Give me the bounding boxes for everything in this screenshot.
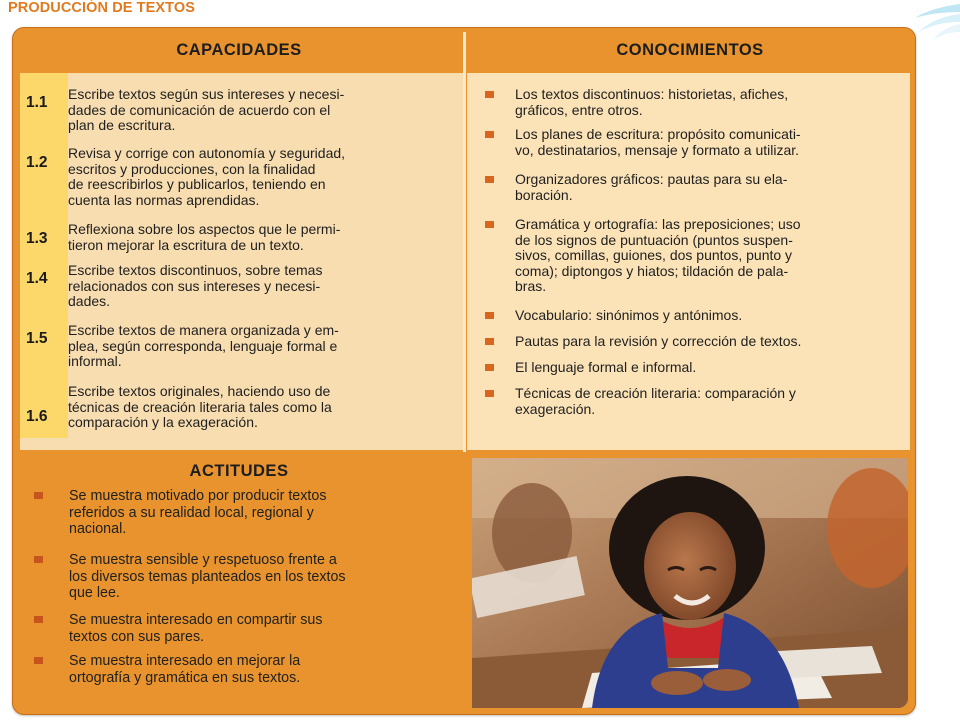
conocimiento-item: Pautas para la revisión y corrección de textos.	[485, 334, 905, 350]
actitud-item: Se muestra motivado por producir textos referidos a su realidad local, regional y nacional.	[34, 488, 444, 538]
actitud-item: Se muestra interesado en compartir sus textos con sus pares.	[34, 612, 444, 645]
capacidad-number: 1.5	[26, 330, 48, 347]
conocimiento-item: Gramática y ortografía: las preposiciones; uso de los signos de puntuación (puntos suspen- sivos, comillas, guiones, dos puntos, punto y coma); diptongos y hiatos; tildación de pala- bras.	[485, 217, 905, 295]
capacidades-strip-end	[20, 438, 68, 450]
capacidad-text: Revisa y corrige con autonomía y seguridad, escritos y producciones, con la finalidad de reescribirlos y publicarlos, teniendo en cuenta las normas aprendidas.	[68, 145, 346, 208]
capacidad-text: Escribe textos discontinuos, sobre temas relacionados con sus intereses y necesi- dades.	[68, 262, 323, 310]
capacidades-header: CAPACIDADES	[176, 40, 302, 59]
conocimiento-item: Organizadores gráficos: pautas para su ela- boración.	[485, 172, 905, 203]
actitud-item: Se muestra sensible y respetuoso frente a los diversos temas planteados en los textos que lee.	[34, 552, 444, 602]
capacidad-text: Reflexiona sobre los aspectos que le permi- tieron mejorar la escritura de un texto.	[68, 221, 341, 253]
actitud-item: Se muestra interesado en mejorar la ortografía y gramática en sus textos.	[34, 653, 444, 686]
capacidad-text: Escribe textos originales, haciendo uso de técnicas de creación literaria tales como la comparación y la exageración.	[68, 383, 332, 431]
square-bullet-icon	[485, 338, 494, 345]
square-bullet-icon	[34, 657, 43, 664]
capacidad-number: 1.3	[26, 230, 48, 247]
capacidad-number: 1.2	[26, 154, 48, 171]
square-bullet-icon	[485, 131, 494, 138]
square-bullet-icon	[485, 364, 494, 371]
square-bullet-icon	[34, 616, 43, 623]
student-writing-photo	[472, 458, 908, 708]
conocimiento-item: Técnicas de creación literaria: comparación y exageración.	[485, 386, 905, 417]
capacidad-text: Escribe textos según sus intereses y necesi- dades de comunicación de acuerdo con el plan de escritura.	[68, 86, 345, 134]
capacidad-number: 1.1	[26, 94, 48, 111]
square-bullet-icon	[485, 390, 494, 397]
conocimiento-item: Los planes de escritura: propósito comunicati- vo, destinatarios, mensaje y formato a utilizar.	[485, 127, 905, 158]
conocimiento-item: El lenguaje formal e informal.	[485, 360, 905, 376]
square-bullet-icon	[34, 556, 43, 563]
capacidades-number-strip	[20, 73, 68, 450]
capacidad-number: 1.6	[26, 408, 48, 425]
square-bullet-icon	[34, 492, 43, 499]
square-bullet-icon	[485, 176, 494, 183]
conocimiento-item: Los textos discontinuos: historietas, afiches, gráficos, entre otros.	[485, 87, 905, 118]
column-divider	[463, 32, 466, 452]
page-title: PRODUCCIÓN DE TEXTOS	[8, 0, 196, 16]
capacidad-text: Escribe textos de manera organizada y em- plea, según corresponda, lenguaje formal e informal.	[68, 322, 339, 370]
square-bullet-icon	[485, 221, 494, 228]
conocimientos-header: CONOCIMIENTOS	[616, 40, 764, 59]
actitudes-header: ACTITUDES	[189, 461, 289, 480]
capacidad-number: 1.4	[26, 270, 48, 287]
square-bullet-icon	[485, 312, 494, 319]
square-bullet-icon	[485, 91, 494, 98]
conocimiento-item: Vocabulario: sinónimos y antónimos.	[485, 308, 905, 324]
